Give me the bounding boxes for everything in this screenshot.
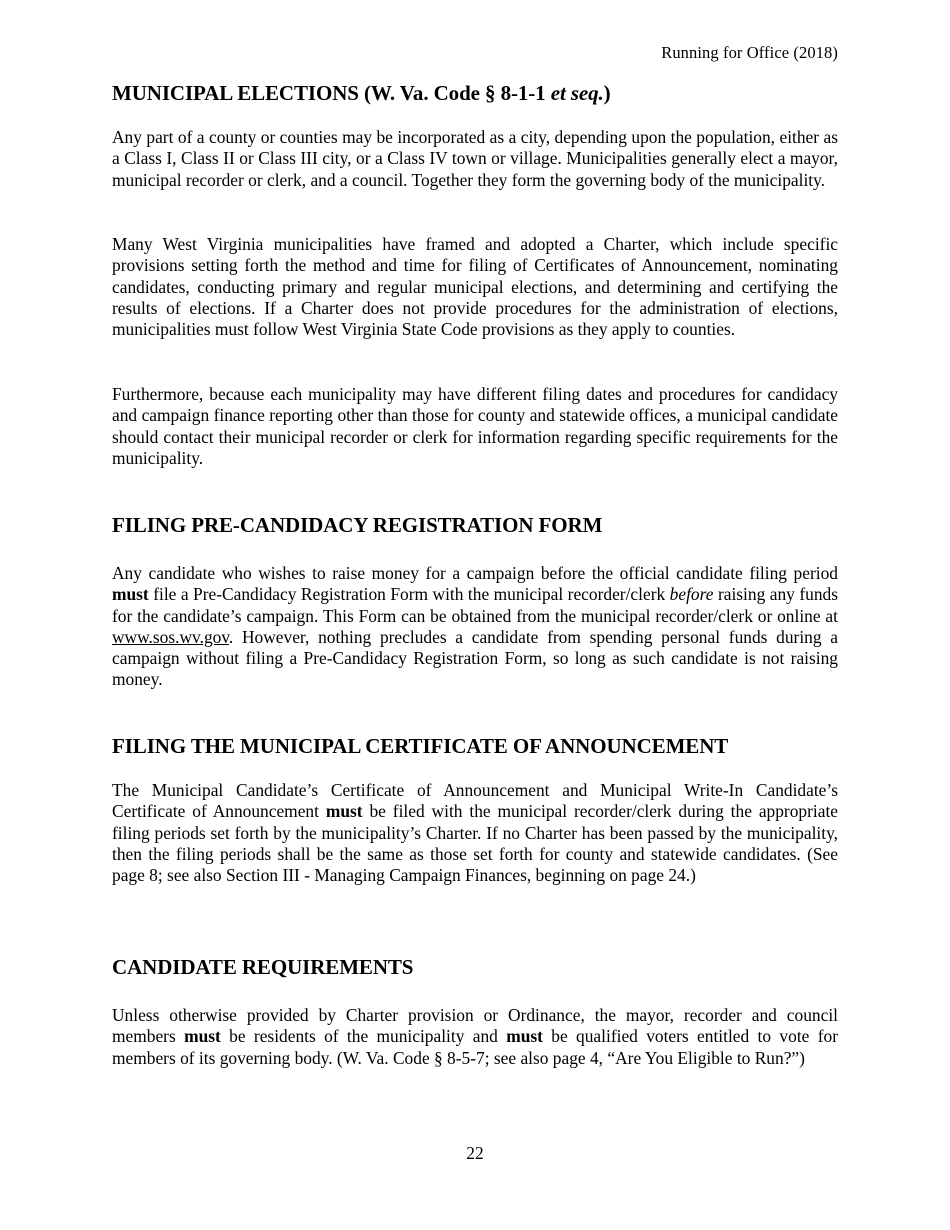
section-heading-municipal-elections	[112, 80, 838, 106]
heading-italic-text: et seq.	[550, 81, 604, 105]
text-run: raising any funds for the candidate’s campaign. This Form can be obtained from the municipal recorder/clerk or online at	[112, 584, 838, 626]
paragraph-municipal-1: Any part of a county or counties may be incorporated as a city, depending upon the population, either as a Class I, Class II or Class III city, or a Class IV town or village. Municipalities generally elect a mayor, municipal recorder or clerk, and a council. Together they form the governing body of the municipality.	[112, 127, 838, 190]
emphasis-must: must	[112, 584, 149, 605]
heading-suffix: )	[603, 81, 611, 105]
emphasis-must: must	[184, 1026, 221, 1047]
text-run: The Municipal Candidate’s Certificate of Announcement and Municipal Write-In Candidate’s Certificate of Announcement	[112, 780, 838, 822]
paragraph-municipal-3: Furthermore, because each municipality may have different filing dates and procedures for candidacy and campaign finance reporting other than those for county and statewide offices, a municipal candidate should contact their municipal recorder or clerk for information regarding specific requirements for the municipality.	[112, 384, 838, 468]
running-header: Running for Office (2018)	[661, 43, 838, 62]
section-heading-requirements: CANDIDATE REQUIREMENTS	[112, 955, 414, 979]
paragraph-municipal-2: Many West Virginia municipalities have framed and adopted a Charter, which include specific provisions setting forth the method and time for filing of Certificates of Announcement, nominating candidates, conducting primary and regular municipal elections, and determining and certifying the results of elections. If a Charter does not provide procedures for the administration of elections, municipalities must follow West Virginia State Code provisions as they apply to counties.	[112, 234, 838, 340]
text-run: Unless otherwise provided by Charter provision or Ordinance, the mayor, recorder and council members	[112, 1005, 838, 1047]
paragraph-certificate	[112, 780, 838, 886]
text-run: . However, nothing precludes a candidate from spending personal funds during a campaign without filing a Pre-Candidacy Registration Form, so long as such candidate is not raising money.	[112, 626, 838, 690]
text-run: be filed with the municipal recorder/clerk during the appropriate filing periods set forth by the municipality’s Charter. If no Charter has been passed by the municipality, then the filing periods shall be the same as those set forth for county and statewide candidates. (See page 8; see also Section III - Managing Campaign Finances, beginning on page 24.)	[112, 801, 838, 886]
text-run: file a Pre-Candidacy Registration Form with the municipal recorder/clerk	[148, 584, 670, 605]
section-heading-pre-candidacy: FILING PRE-CANDIDACY REGISTRATION FORM	[112, 513, 603, 537]
heading-text: MUNICIPAL ELECTIONS (W. Va. Code § 8-1-1	[112, 81, 551, 105]
emphasis-must: must	[325, 801, 363, 822]
paragraph-requirements	[112, 1005, 838, 1069]
sos-website-link[interactable]: www.sos.wv.gov	[112, 626, 229, 647]
section-heading-certificate: FILING THE MUNICIPAL CERTIFICATE OF ANNOUNCEMENT	[112, 734, 729, 758]
text-run: be qualified voters entitled to vote for members of its governing body. (W. Va. Code § 8-5-7; see also page 4, “Are You Eligible to Run?”)	[112, 1026, 838, 1068]
text-run: Any candidate who wishes to raise money for a campaign before the official candidate filing period	[112, 563, 838, 583]
emphasis-before: before	[669, 584, 714, 605]
page-number: 22	[466, 1143, 484, 1163]
emphasis-must: must	[506, 1026, 543, 1047]
text-run: be residents of the municipality and	[220, 1026, 507, 1047]
paragraph-pre-candidacy	[112, 563, 838, 691]
